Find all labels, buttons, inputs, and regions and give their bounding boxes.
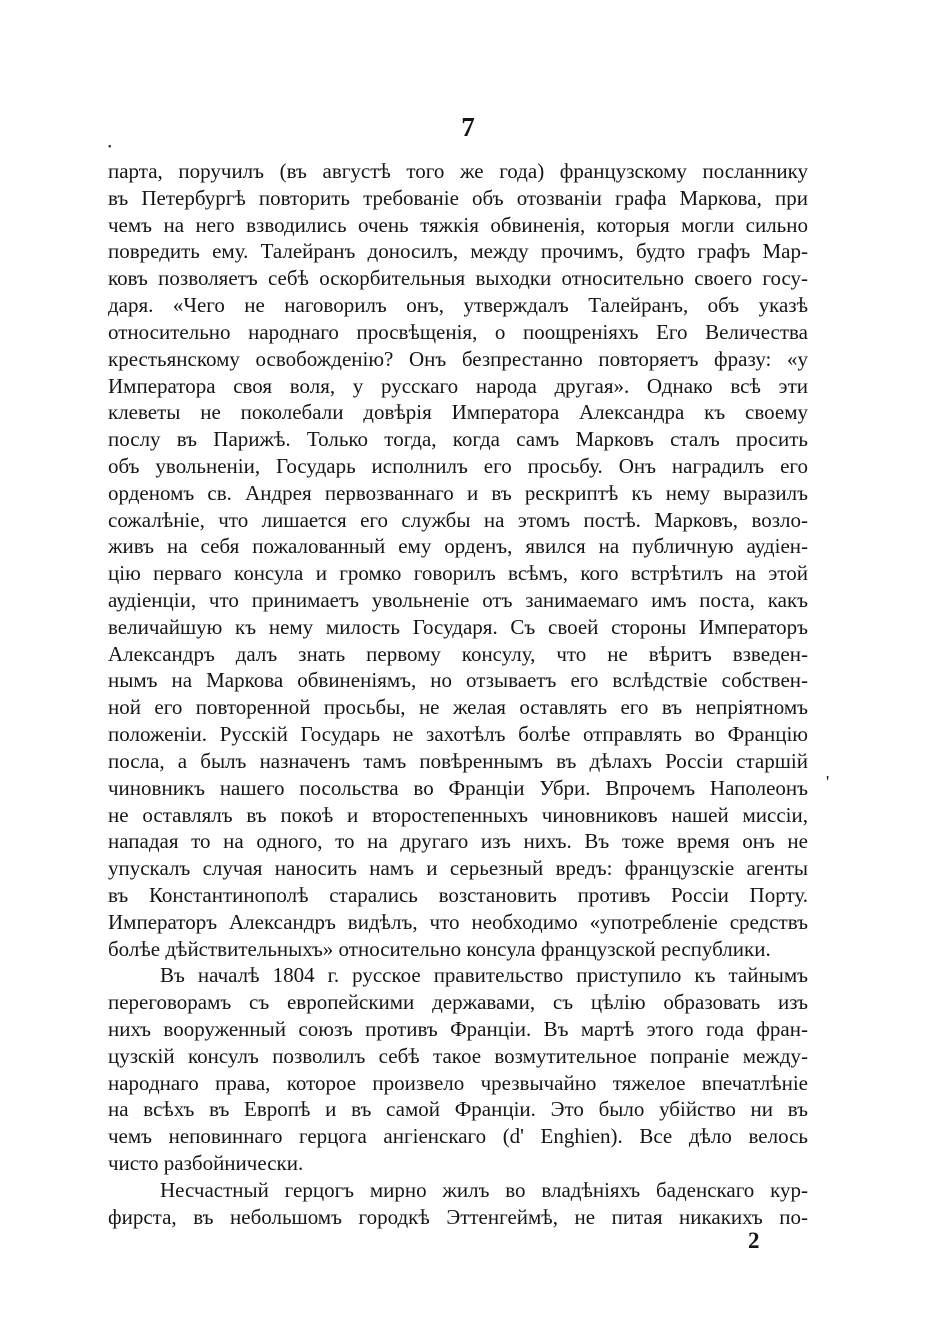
text-line: въ Константинополѣ старались возстановить противъ Россіи Порту. bbox=[108, 882, 808, 907]
text-line: въ Петербургѣ повторить требованіе объ отозваніи графа Маркова, при bbox=[108, 185, 808, 210]
page-number: 7 bbox=[461, 112, 475, 142]
text-line: объ увольненіи, Государь исполнилъ его просьбу. Онъ наградилъ его bbox=[108, 453, 808, 478]
text-line: ковъ позволяетъ себѣ оскорбительныя выходки относительно своего госу- bbox=[108, 266, 808, 291]
stray-print-mark: • bbox=[108, 142, 112, 153]
text-line: положеніи. Русскій Государь не захотѣлъ болѣе отправлять во Францію bbox=[108, 722, 808, 747]
text-line: не оставлялъ въ покоѣ и второстепенныхъ чиновниковъ нашей миссіи, bbox=[108, 802, 808, 827]
body-text bbox=[108, 158, 808, 1231]
text-line: клеветы не поколебали довѣрія Императора Александра къ своему bbox=[108, 400, 808, 425]
text-line: чиновникъ нашего посольства во Франціи Убри. Впрочемъ Наполеонъ bbox=[108, 775, 808, 800]
text-line: посла, а былъ назначенъ тамъ повѣреннымъ въ дѣлахъ Россіи старшій bbox=[108, 748, 808, 773]
text-line: цузскій консулъ позволилъ себѣ такое возмутительное попраніе между- bbox=[108, 1043, 808, 1068]
text-line: цію перваго консула и громко говорилъ всѣмъ, кого встрѣтилъ на этой bbox=[108, 561, 808, 586]
text-line: послу въ Парижѣ. Только тогда, когда самъ Марковъ сталъ просить bbox=[108, 427, 808, 452]
text-line: Императора своя воля, у русскаго народа другая». Однако всѣ эти bbox=[108, 373, 808, 398]
text-line: сожалѣніе, что лишается его службы на этомъ постѣ. Марковъ, возло- bbox=[108, 507, 808, 532]
text-line: даря. «Чего не наговорилъ онъ, утверждалъ Талейранъ, объ указѣ bbox=[108, 293, 808, 318]
text-line: живъ на себя пожалованный ему орденъ, явился на публичную аудіен- bbox=[108, 534, 808, 559]
text-line: Въ началѣ 1804 г. русское правительство приступило къ тайнымъ bbox=[160, 963, 808, 988]
text-line: чемъ неповиннаго герцога ангіенскаго (d' Enghien). Все дѣло велось bbox=[108, 1124, 808, 1149]
text-line: Александръ далъ знать первому консулу, что не вѣритъ взведен- bbox=[108, 641, 808, 666]
text-line: Несчастный герцогъ мирно жилъ во владѣніяхъ баденскаго кур- bbox=[160, 1177, 808, 1202]
text-line: орденомъ св. Андрея первозваннаго и въ рескриптѣ къ нему выразилъ bbox=[108, 480, 808, 505]
text-line: нихъ вооруженный союзъ противъ Франціи. Въ мартѣ этого года фран- bbox=[108, 1017, 808, 1041]
text-line: народнаго права, которое произвело чрезвычайно тяжелое впечатлѣніе bbox=[108, 1070, 808, 1095]
text-line: на всѣхъ въ Европѣ и въ самой Франціи. Это было убійство ни въ bbox=[108, 1097, 808, 1122]
text-line: аудіенціи, что принимаетъ увольненіе отъ занимаемаго имъ поста, какъ bbox=[108, 588, 808, 612]
text-line: упускалъ случая наносить намъ и серьезный вредъ: французскіе агенты bbox=[108, 856, 808, 881]
text-line: величайшую къ нему милость Государя. Съ своей стороны Императоръ bbox=[108, 614, 808, 639]
text-line: нымъ на Маркова обвиненіямъ, но отзываетъ его вслѣдствіе собствен- bbox=[108, 668, 808, 693]
signature-mark: 2 bbox=[748, 1228, 760, 1253]
text-line: повредить ему. Талейранъ доносилъ, между прочимъ, будто графъ Мар- bbox=[108, 239, 808, 264]
text-line: относительно народнаго просвѣщенія, о поощреніяхъ Его Величества bbox=[108, 319, 808, 344]
text-line: чисто разбойнически. bbox=[108, 1151, 304, 1176]
text-line: болѣе дѣйствительныхъ» относительно консула французской республики. bbox=[108, 936, 771, 961]
text-line: Императоръ Александръ видѣлъ, что необходимо «употребленіе средствъ bbox=[108, 909, 808, 934]
text-line: фирста, въ небольшомъ городкѣ Эттенгеймѣ, не питая никакихъ по- bbox=[108, 1204, 808, 1229]
text-line: переговорамъ съ европейскими державами, съ цѣлію образовать изъ bbox=[108, 990, 808, 1015]
text-line: ной его повторенной просьбы, не желая оставлять его въ непріятномъ bbox=[108, 695, 808, 720]
text-line: чемъ на него взводились очень тяжкія обвиненія, которыя могли сильно bbox=[108, 212, 808, 237]
text-line: крестьянскому освобожденію? Онъ безпрестанно повторяетъ фразу: «у bbox=[108, 346, 808, 371]
stray-print-mark-right: ' bbox=[826, 772, 830, 792]
text-line: парта, поручилъ (въ августѣ того же года) французскому посланнику bbox=[108, 159, 808, 183]
text-line: нападая то на одного, то на другаго изъ нихъ. Въ тоже время онъ не bbox=[108, 829, 808, 854]
